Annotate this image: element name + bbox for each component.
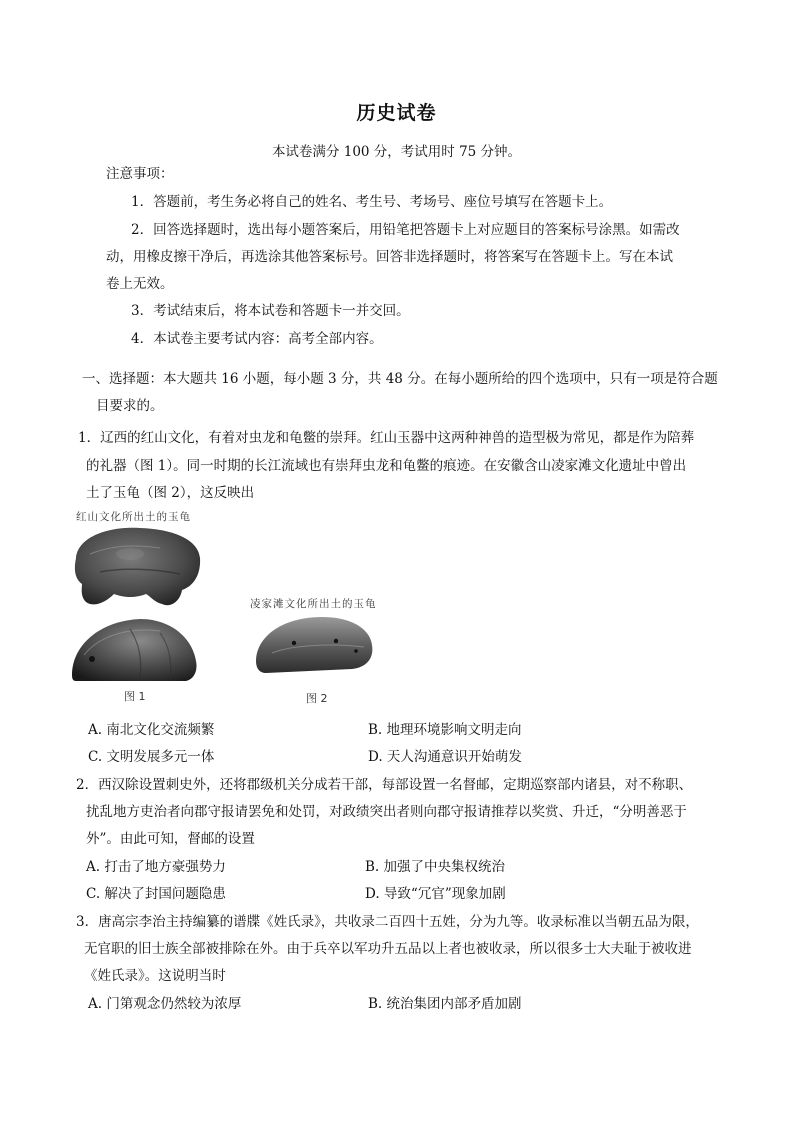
figure-1-label: 图 1 [124,690,146,703]
jade-turtle-image-1a [70,524,205,614]
note-item: 4．本试卷主要考试内容：高考全部内容。 [131,331,383,347]
figure-2-caption: 凌家滩文化所出土的玉龟 [250,598,377,610]
question-3-text: 无官职的旧士族全部被排除在外。由于兵卒以军功升五品以上者也被收录，所以很多士大夫耻于被收进 [84,941,692,957]
question-2-text: 扰乱地方吏治者向郡守报请罢免和处罚，对政绩突出者则向郡守报请推荐以奖赏、升迁，“分明善恶于 [86,804,687,820]
figure-2-label: 图 2 [306,692,328,705]
q1-option-c[interactable]: C. 文明发展多元一体 [88,749,215,765]
question-2-text: 外”。由此可知，督邮的设置 [86,831,255,847]
note-item: 2．回答选择题时，选出每小题答案后，用铅笔把答题卡上对应题目的答案标号涂黑。如需改 [131,222,680,238]
page-title: 历史试卷 [356,102,437,124]
q3-option-b[interactable]: B. 统治集团内部矛盾加剧 [368,996,522,1012]
question-1-text: 土了玉龟（图 2），这反映出 [86,485,255,501]
figure-1-caption: 红山文化所出土的玉龟 [76,511,191,523]
jade-turtle-image-1b [70,615,200,683]
question-2-text: 2．西汉除设置刺史外，还将郡级机关分成若干部，每部设置一名督邮，定期巡察部内诸县，对不称职、 [76,777,693,793]
q3-option-a[interactable]: A. 门第观念仍然较为浓厚 [88,996,242,1012]
note-item: 卷上无效。 [106,276,174,292]
notes-heading: 注意事项： [106,166,174,182]
q1-option-b[interactable]: B. 地理环境影响文明走向 [368,722,522,738]
question-1-text: 的礼器（图 1）。同一时期的长江流域也有崇拜虫龙和龟鳖的痕迹。在安徽含山凌家滩文化遗址中曾出 [86,458,687,474]
page-subtitle: 本试卷满分 100 分，考试用时 75 分钟。 [271,144,522,160]
question-3-text: 《姓氏录》。这说明当时 [84,968,226,984]
section-heading-cont: 目要求的。 [96,398,164,414]
note-item: 1．答题前，考生务必将自己的姓名、考生号、考场号、座位号填写在答题卡上。 [131,194,613,210]
q1-option-a[interactable]: A. 南北文化交流频繁 [88,722,215,738]
note-item: 3．考试结束后，将本试卷和答题卡一并交回。 [131,303,410,319]
question-3-text: 3．唐高宗李治主持编纂的谱牒《姓氏录》，共收录二百四十五姓，分为九等。收录标准以当朝五品为限， [76,914,699,930]
q2-option-c[interactable]: C. 解决了封国问题隐患 [86,886,226,902]
question-1-text: 1．辽西的红山文化，有着对虫龙和龟鳖的崇拜。红山玉器中这两种神兽的造型极为常见，都是作为陪葬 [78,430,695,446]
section-heading: 一、选择题：本大题共 16 小题，每小题 3 分，共 48 分。在每小题所给的四个选项中，只有一项是符合题 [82,371,718,387]
note-item: 动，用橡皮擦干净后，再选涂其他答案标号。回答非选择题时，将答案写在答题卡上。写在本试 [106,249,673,265]
q2-option-b[interactable]: B. 加强了中央集权统治 [365,859,506,875]
q2-option-a[interactable]: A. 打击了地方豪强势力 [86,859,226,875]
q2-option-d[interactable]: D. 导致“冗官”现象加剧 [365,886,506,902]
q1-option-d[interactable]: D. 天人沟通意识开始萌发 [368,749,522,765]
jade-turtle-image-2 [252,611,377,676]
